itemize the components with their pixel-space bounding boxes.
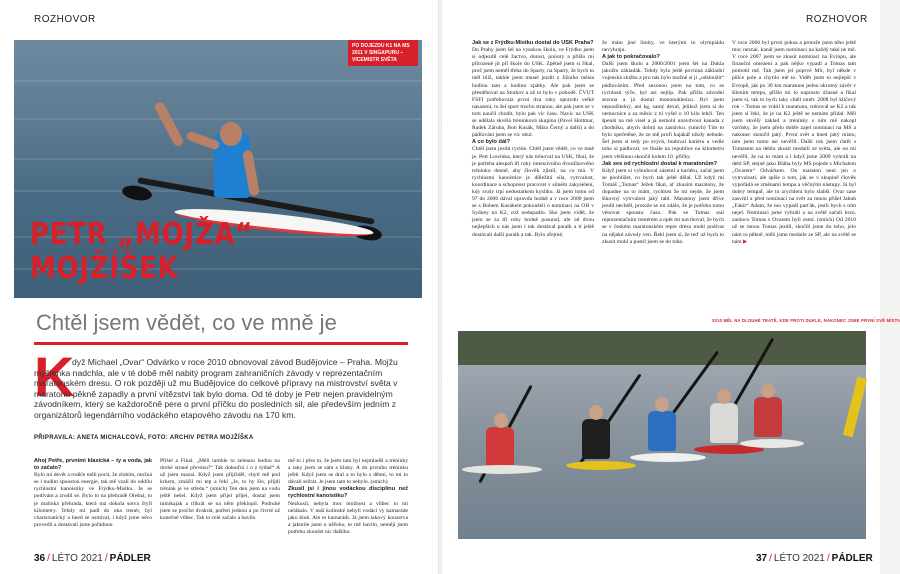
interview-question: Jak ses od rychlostní dostal k maratonům?	[602, 160, 718, 167]
article-column-1	[34, 458, 152, 546]
column-text: Bylo mi devět a rodiče měli pocit, že zlobím, možná se i nudím spoustou energie, tak mě vzali do oddílu rychlostní kanoistiky ve Frýdku-Místku. Je se podívám a zrodil se. Bylo to na přehradě Olešná, to je malinká přehrada, která má dokola sotva čtyři kilometry. Tehdy mi padl do oka trenér, byl charismatický a hned se usmíval, i když jsme něco provedli a dostávali jsme pořádnou	[34, 472, 152, 528]
column-text: Do Prahy jsem šel na vysokou školu, ve Frýdku jsem si odjezdil celé žactvo, dorost, juniory a přišlo mi přirozené jít při škole do USK. Zpětně jsem si říkal, proč jsem neměl třeba do Sparty, na Sparty, že bych to měl blíž, takhle jsem musel jezdit z Jižního města hodinu tam a hodinu zpátky. Ale pak jsem se přestěhoval na Strahov a už to bylo v pohodě. ČVUT FSFI potřebovala první dva roky opravdu velké nasazení, to šel sport trochu stranou, ale pak jsem se v tom naučil chodit, bylo pak víc času. Navíc na USK se udělala skvělá tréninková skupina (Pavel Hottmar, Radek Záruba, Bob Kusák, Mára Černý a další) a do pádlování jsem se víc obul.	[472, 47, 594, 139]
article-column-3	[732, 40, 856, 302]
column-text: že mám jiné limity, ve kterými to olympiádu nevyhraju.	[602, 40, 724, 54]
photo-badge: PO DOJEZDU K1 NA MS 2011 V SINGAPURU – VICEMISTR SVĚTA	[348, 40, 418, 66]
column-text: Nezkusil, nebyla moc možnost a vůbec to mi nelákalo. V naší kolínské nebyli vodáci vy kamaráde jako kluk. Ale to kamarádi. Já jsem takový konzerva a jakmile jsem u něčeho, to mě bavilo, nemějí jsem potřebu zkoušet nic dalšího.	[288, 500, 408, 535]
column-text: V roce 2006 byl první pokus a protože jsem tého ještě moc neznal, kanál jsem nominaci na každý také ne mě. V roce 2007 jsem se zkusit nominaci na Evropu, ale finanční omezení a pak nějko vypadl a Tomas tam pomohl mě. Tak jsem jel poprvé MS, byl někde v půlce pole a chytilo mě to. Vidět jsem to nejlepší v Evropě, jak po 30 km maratonu jedou ukrutný závěr v šílením tempu, přišlo mi to naprosto úžasné a říkal jsem si, tak to bych taky chtěl umět. 2008 byl klíčový rok – Tomas se vrátil k maratonu, trénoval se K2 a tak jsem si řekl, že je na K2 ještě se nemám přidal. Měl jsem skvělý zaklad a trénínky s ním mě nakopl vzrůsky, že jsem přelo dobře zajel nominaci na MS a nakonec skončil pátý. První svět a hned pátý místo, tam jsem tomu asi nevěřil. Další rok jsem chtěl s Tomasem na deblu zkusit medaili ze světa, ale on mi nevěřil, že na to mám a i když jsme 2009 vyhráli na debl SP, stejně jako Bláha byly MS pojede s Michalem „Ovarem“ Odvárkem. On maraton neni jen o vytrvalosti, ale spíše o tom, jak se v skupině člověk vypořádá se změnami tempa a věčnými nástupy. Já byl dobrý tempař, ale to zrychlení bylo slabší. Ovar zase zasvítil a před nominací na svět za mnou přišel Jakub „Fakír“ Adam, že mu vypadl parťák, jestli bych s ním nejel. Nominaci jsme vyhráli a na světě začali brzo, zaútoco Tomas s Ovarem byli osmí. (smích) Od 2010 už se mnou Tomas jezdil, skočili jsme do toho, jelo nám to pěkně, měli jsme medaile ze SP, ale na světě se nám	[732, 40, 856, 245]
column-text: Když jsem si vybudoval zázemí a kariéru, začal jsem se poohlížet, co bych tak ještě dělal. Už když mi Tomáš „Tomas“ Ježek říkal, ať zkusím maratony, že dopadne na to mám, rychlost že mi nejde, že jsem šikovný vytrvalost jaký tabl. Maratony jsem dříve jezdil nechtěl, protože se mi zdálo, že je potřeba tomu věnovat spoustu času. Pak se Tomas stal reprezentačním trenérem a opět mi navrhoval, že bych se v českém maratonském repre dresu mohl podívat na nějaké závody ven. Řekl jsem si, že teď už bych to zkusit mohl a pustil jsem se do toho.	[602, 167, 724, 245]
athlete-figure	[220, 122, 242, 146]
page-number: 37	[756, 553, 768, 564]
page-footer: 37 / LÉTO 2021 / PÁDLER	[756, 553, 873, 564]
photo-caption: 2010 MĚL NA DLOUHÉ TRATĚ, KDE PROTI DUKLE, NAKONEC JSME PRVNÍ SVĚ MÍSTA	[712, 318, 900, 323]
section-label: ROZHOVOR	[34, 14, 96, 25]
column-text: Další jsem školu a 2000/2001 jsem šel na Dukla jakožto základák. Tehdy byla ještě povinná základní vojenská služba a pro nás bylo možné si jí „odsloužit“ pádlováním. Před sezonou jsem na tom, co se rychlostí týče, byl asi nejlíp. Pak přišla závodní sezona a já dostal mononukleózu. Byl jsem nepoužitelný, ani kg, samý deval, jelikož jsem si do nemocnice a za měsíc z ní vyšel o 10 kilo lehčí. Ten špenát na mě visel a já nemohl unavdvout kanada z chodníku, abych dobrá na zastávku. (smích) Tím to bylo zpečetěné, že ze mě profi kajakář nikdy nebude. Šel jsem si tedy po svých, budoval kariéru a vedle toho si pádloval, ve finále na republice na kilometru jsem většinou skončil kolem 10. příčky.	[602, 61, 724, 160]
page-footer: 36 / LÉTO 2021 / PÁDLER	[34, 553, 151, 564]
article-column-1	[472, 40, 594, 302]
interview-question: Jak se z Frýdku-Místku dostal do USK Praha?	[472, 40, 594, 46]
interview-question: A co bylo dál?	[472, 139, 511, 146]
article-column-2	[602, 40, 724, 302]
credits: PŘIPRAVILA: ANETA MICHALCOVÁ, FOTO: ARCHIV PETRA MOJŽÍŠKA	[34, 435, 254, 441]
article-column-3	[288, 458, 408, 546]
race-photo	[458, 331, 866, 539]
section-label: ROZHOVOR	[806, 14, 868, 25]
issue-label: LÉTO 2021	[51, 553, 103, 564]
column-text: mě to i přes to, že jsem tam byl nejmladší a tréninky a taky jsem se sám s kluky. A do prvního tréninku ještě. Když jsem se dral a to bylo s dětmi, to mi to dávali sežrat. Je jsem tam to nebylo. (smích)	[288, 458, 408, 486]
interview-question: Ahoj Petře, prvními klasická – ty a voda, jak to začalo?	[34, 458, 152, 472]
continue-arrow-icon: ▶	[743, 238, 748, 245]
magazine-name: PÁDLER	[831, 553, 873, 564]
article-column-2	[160, 458, 280, 546]
column-text: Chtěl jsem jezdit rychle. Chtěl jsem vědět, co ve mně je. Petr Lowinka, který nás trénoval na USK, říkal, že je potřeba alespoň tři roky intenzivního dvoufázového tréninku denně, aby člověk zjistil, na co má. V rychlostní kanoistice je důležitá síla, vytrvalost, koordinace a schopnost pracovat v silném zakyselení, kdy svaly trpí nedostatkem kyslíku. Já jsem tomu od 97 do 2000 dával opravdu hodně a v roce 2000 jsem se s Bobem Kusákem pokoušeli o nominaci na OH v Sydney na K2, což nedopadlo. Ske jsem vidět, že jsem se za tři roky hodně posunul, ale od dvou nejlepších u nás jsem i tak dostával paralk a tí ještě dostávali další paralk a tak. Bylo zřejmé,	[472, 146, 594, 238]
issue-label: LÉTO 2021	[773, 553, 825, 564]
page-number: 36	[34, 553, 46, 564]
subtitle-rule	[34, 342, 408, 345]
left-page	[0, 0, 438, 574]
subtitle: Chtěl jsem vědět, co ve mně je	[36, 310, 337, 335]
column-text: Přišel a Fikal. „Měli tamhle to zelenou budou no drobé strané převézu?“ Tak dohoďní i o z týdně“ A už jsem mazal. Když jsem přijížděl, chytl mě pod krkem, zmáčil mi tep a řekl „Je, to by šlo, přijdi trénink je ve středu.“ (smích) Ten den jsem na vodu ještě nešel. Když jsem přijel přijel, dostal jsem minikajak a třikrát se na něm překlopil. Podruhé jsem se pročíst dvakrát, potřetí jednou a po čtvrté už konečně vůbec. Tak to celé začalo a bavilo	[160, 458, 280, 521]
drop-cap: K	[34, 345, 75, 408]
headline	[30, 218, 253, 286]
interview-question: A jak to pokračovalo?	[602, 54, 660, 61]
lead-paragraph: dyž Michael „Ovar“ Odvárko v roce 2010 obnovoval závod Budějovice – Praha. Mojžu myšlenka nadchla, ale v té době měl nabitý program zahraničních závody v reprezentačním maratonském dresu. O rok později už mu Budějovice do celkové přípravy na mistrovství světa v maratonu pěkně zapadly a první vítězství tak bylo doma. Od té doby je Petr nejen pravidelným závodníkem, který se každoročně pere o první příčku do posledních sil, ale především jedním z organizátorů legendárního vodáckého etapového závodu na 170 km.	[34, 357, 398, 420]
magazine-name: PÁDLER	[109, 553, 151, 564]
headline-line-1: PETR „MOJŽA“	[30, 217, 254, 252]
headline-line-2: MOJŽÍŠEK	[30, 251, 179, 286]
interview-question: Zkusil jsi i jinou vodáckou disciplínu než rychlostní kanoistiku?	[288, 486, 408, 500]
